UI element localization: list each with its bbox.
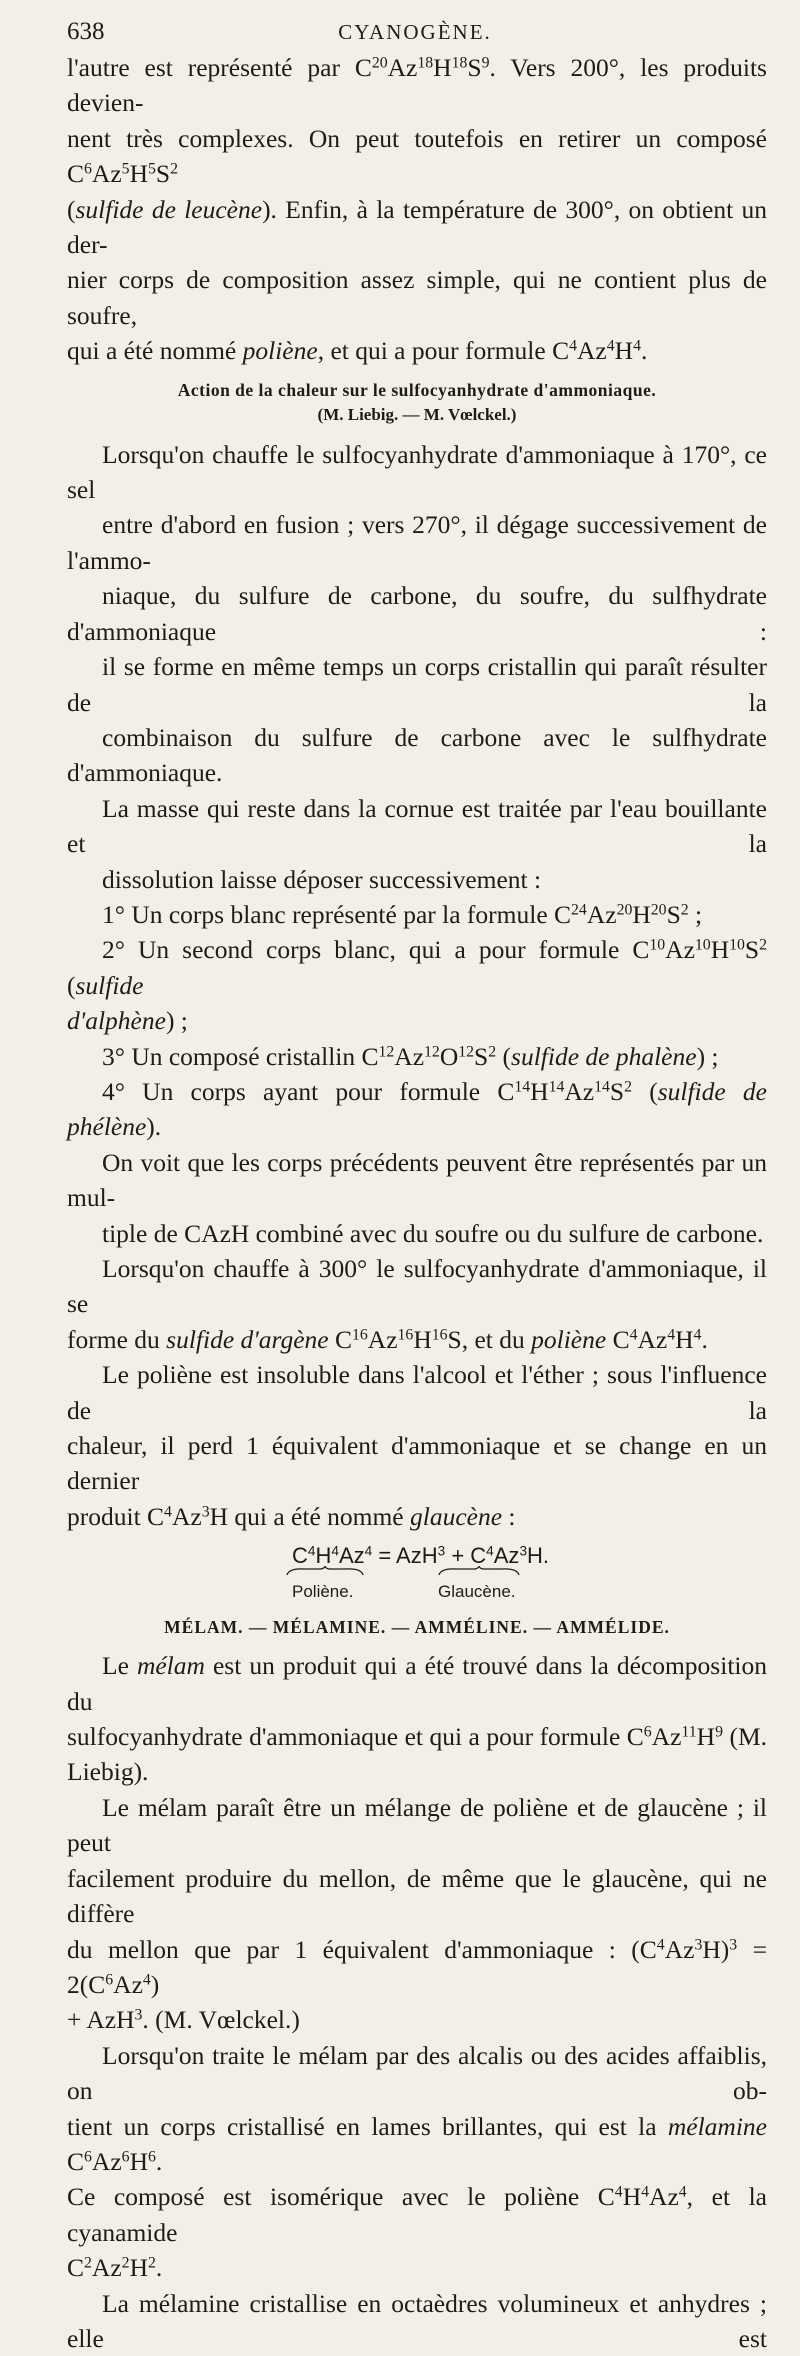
text-line: 4° Un corps ayant pour formule $C^{14}H^{14}Az^{14}S^2$ (sulfide de phélène). bbox=[67, 1076, 767, 1142]
body-text bbox=[67, 50, 767, 2356]
page-number: 638 bbox=[67, 18, 105, 45]
text-line: La masse qui reste dans la cornue est traitée par l'eau bouillante et la bbox=[67, 793, 767, 859]
paragraph-continuation bbox=[67, 50, 767, 369]
text-line: produit $C^4Az^3H$ qui a été nommé glaucène : bbox=[67, 1501, 516, 1531]
text-line: Lorsqu'on traite le mélam par des alcalis ou des acides affaiblis, on ob- bbox=[67, 2040, 767, 2106]
text-line: La mélamine cristallise en octaèdres volumineux et anhydres ; elle est bbox=[67, 2288, 767, 2353]
text-line: facilement produire du mellon, de même que le glaucène, qui ne diffère bbox=[67, 1863, 767, 1929]
text-line: entre d'abord en fusion ; vers 270°, il dégage successivement de l'ammo- bbox=[67, 510, 767, 575]
equation-label-right: Glaucène. bbox=[438, 1582, 516, 1602]
text-line: Le poliène est insoluble dans l'alcool et l'éther ; sous l'influence de la bbox=[67, 1360, 767, 1425]
text-line: forme du sulfide d'argène $C^{16}Az^{16}H^{16}S$, et du poliène $C^4Az^4H^4$. bbox=[67, 1324, 708, 1354]
equation-formula: $C^4H^4Az^4 = AzH^3 + C^4Az^3H$. bbox=[292, 1543, 550, 1569]
section-authors: (M. Liebig. — M. Vœlckel.) bbox=[317, 404, 517, 424]
paragraph bbox=[67, 1790, 767, 2038]
text-line: 1° Un corps blanc représenté par la formule $C^{24}Az^{20}H^{20}S^2$ ; bbox=[102, 899, 703, 929]
text-line: il se forme en même temps un corps cristallin qui paraît résulter de la bbox=[67, 652, 767, 717]
text-line: combinaison du sulfure de carbone avec le sulfhydrate d'ammoniaque. bbox=[67, 722, 767, 788]
list-item bbox=[67, 1074, 767, 1145]
paragraph bbox=[67, 1251, 767, 1357]
text-line: (sulfide de leucène). Enfin, à la température de 300°, on obtient un der- bbox=[67, 194, 768, 260]
text-line: tient un corps cristallisé en lames brillantes, qui est la mélamine $C^6Az^6H^6$. bbox=[67, 2111, 767, 2176]
paragraph bbox=[67, 437, 767, 897]
text-line: nent très complexes. On peut toutefois en retirer un composé $C^6Az^5H^5S^2$ bbox=[67, 123, 767, 189]
section-heading: MÉLAM. — MÉLAMINE. — AMMÉLINE. — AMMÉLIDE. bbox=[164, 1617, 670, 1638]
text-line: 3° Un composé cristallin $C^{12}Az^{12}O^{12}S^2$ (sulfide de phalène) ; bbox=[102, 1041, 719, 1071]
paragraph bbox=[67, 2038, 767, 2286]
paragraph bbox=[67, 1145, 767, 1251]
text-line: Le mélam paraît être un mélange de poliène et de glaucène ; il peut bbox=[67, 1792, 767, 1858]
text-line: Ce composé est isomérique avec le poliène $C^4H^4Az^4$, et la cyanamide bbox=[67, 2182, 767, 2247]
text-line: d'alphène) ; bbox=[67, 1006, 188, 1036]
list-item bbox=[67, 1039, 767, 1074]
text-line: On voit que les corps précédents peuvent être représentés par un mul- bbox=[67, 1147, 767, 1213]
paragraph bbox=[67, 2286, 767, 2356]
section-heading: Action de la chaleur sur le sulfocyanhydrate d'ammoniaque. bbox=[177, 379, 657, 400]
paragraph bbox=[67, 1648, 767, 1790]
text-line: Le mélam est un produit qui a été trouvé dans la décomposition du bbox=[67, 1651, 767, 1716]
text-line: + AzH$^3$. (M. Vœlckel.) bbox=[67, 2005, 300, 2035]
text-line: l'autre est représenté par $C^{20}Az^{18}H^{18}S^9$. Vers 200°, les produits devien- bbox=[67, 53, 767, 118]
text-line: $C^2Az^2H^2$. bbox=[67, 2253, 163, 2283]
text-line: dissolution laisse déposer successivement : bbox=[102, 864, 542, 894]
text-line: chaleur, il perd 1 équivalent d'ammoniaque et se change en un dernier bbox=[67, 1431, 767, 1496]
text-line: qui a été nommé poliène, et qui a pour formule $C^4Az^4H^4$. bbox=[67, 336, 648, 366]
text-line: Lorsqu'on chauffe à 300° le sulfocyanhydrate d'ammoniaque, il se bbox=[67, 1254, 767, 1319]
text-line: tiple de CAzH combiné avec du soufre ou du sulfure de carbone. bbox=[102, 1218, 764, 1248]
page-header bbox=[67, 14, 763, 54]
text-line: Lorsqu'on chauffe le sulfocyanhydrate d'ammoniaque à 170°, ce sel bbox=[67, 439, 767, 505]
text-line: du mellon que par 1 équivalent d'ammoniaque : $(C^4Az^3H)^3 = 2(C^6Az^4)$ bbox=[67, 1934, 767, 1999]
list-item bbox=[67, 932, 767, 1038]
equation-label-left: Poliène. bbox=[292, 1582, 354, 1602]
paragraph bbox=[67, 1357, 767, 1534]
text-line: nier corps de composition assez simple, qui ne contient plus de soufre, bbox=[67, 265, 767, 330]
text-line: 2° Un second corps blanc, qui a pour formule $C^{10}Az^{10}H^{10}S^2$ (sulfide bbox=[67, 935, 767, 1000]
text-line: sulfocyanhydrate d'ammoniaque et qui a pour formule $C^6Az^{11}H^9$ (M. Liebig). bbox=[67, 1722, 767, 1787]
chemical-equation bbox=[67, 1538, 767, 1610]
list-item bbox=[67, 897, 767, 932]
text-line: niaque, du sulfure de carbone, du soufre, du sulfhydrate d'ammoniaque : bbox=[67, 581, 767, 646]
running-title: CYANOGÈNE. bbox=[338, 20, 492, 44]
